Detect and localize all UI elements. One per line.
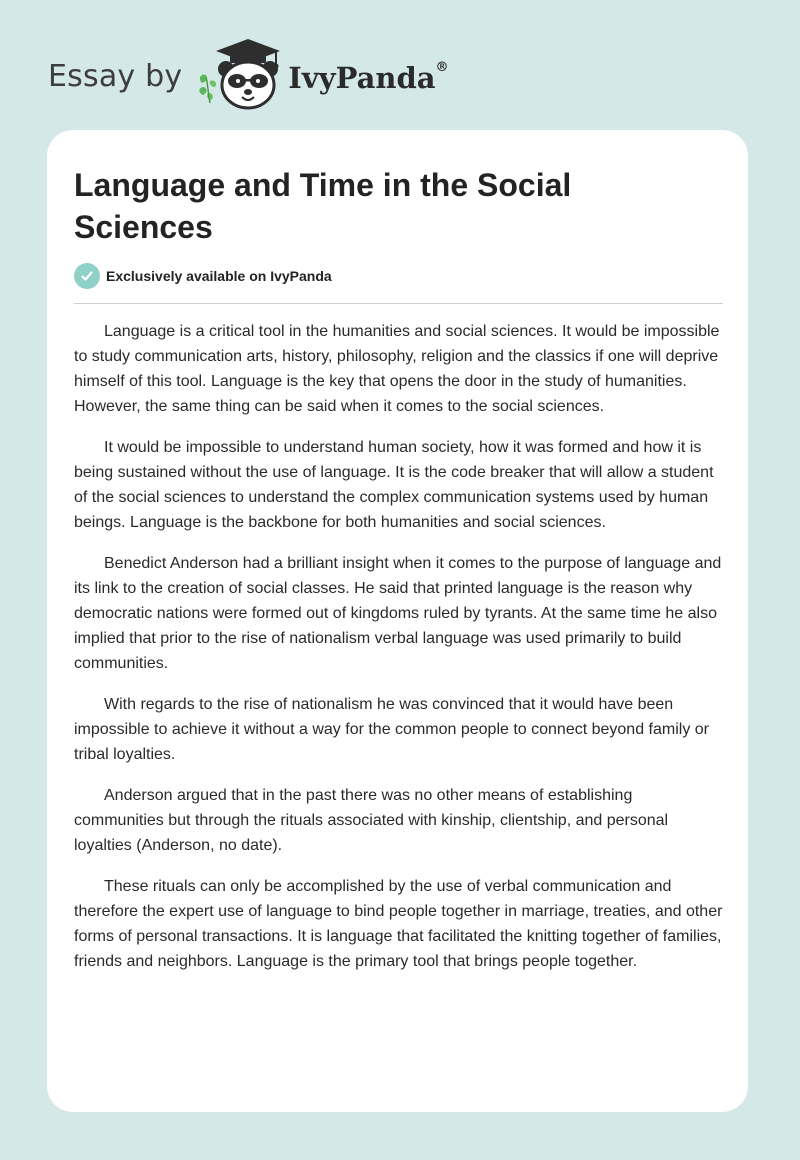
exclusive-label: Exclusively available on IvyPanda — [106, 268, 332, 284]
paragraph: Anderson argued that in the past there was no other means of establishing communities but through the rituals associated with kinship, clientship, and personal loyalties (Anderson, no date). — [74, 787, 669, 854]
brand-logo-text[interactable] — [288, 61, 448, 95]
paragraph: Language is a critical tool in the humanities and social sciences. It would be impossible to study communication arts, history, philosophy, religion and the classics if one will deprive himself of this tool. Language is the key that opens the door in the study of humanities. However, the same thing can be said when it comes to the social sciences. — [74, 323, 720, 415]
paragraph: It would be impossible to understand human society, how it was formed and how it is being sustained without the use of language. It is the code breaker that will allow a student of the social sciences to understand the complex communication systems used by human beings. Language is the backbone for both humanities and social sciences. — [74, 439, 714, 531]
paragraph: These rituals can only be accomplished by the use of verbal communication and therefore the expert use of language to bind people together in marriage, treaties, and other forms of personal transactions. It is language that facilitated the knitting together of families, friends and neighbors. Language is the primary tool that brings people together. — [74, 878, 723, 970]
paragraph: Benedict Anderson had a brilliant insight when it comes to the purpose of language and its link to the creation of social classes. He said that printed language is the reason why democratic nations were formed out of kingdoms ruled by tyrants. At the same time he also implied that prior to the rise of nationalism verbal language was used primarily to build communities. — [74, 555, 722, 672]
registered-mark: ® — [435, 60, 449, 76]
essay-card — [47, 130, 748, 1112]
article-body — [74, 319, 724, 990]
site-header — [48, 34, 449, 114]
essay-by-label: Essay by — [48, 58, 183, 94]
brand-name: IvyPanda — [288, 61, 436, 95]
paragraph: With regards to the rise of nationalism he was convinced that it would have been impossible to achieve it without a way for the common people to connect beyond family or tribal loyalties. — [74, 696, 709, 763]
panda-graduate-icon[interactable] — [196, 35, 286, 113]
divider — [74, 303, 723, 304]
exclusive-badge — [74, 263, 332, 289]
check-circle-icon — [74, 263, 100, 289]
page-title: Language and Time in the Social Sciences — [74, 167, 572, 245]
